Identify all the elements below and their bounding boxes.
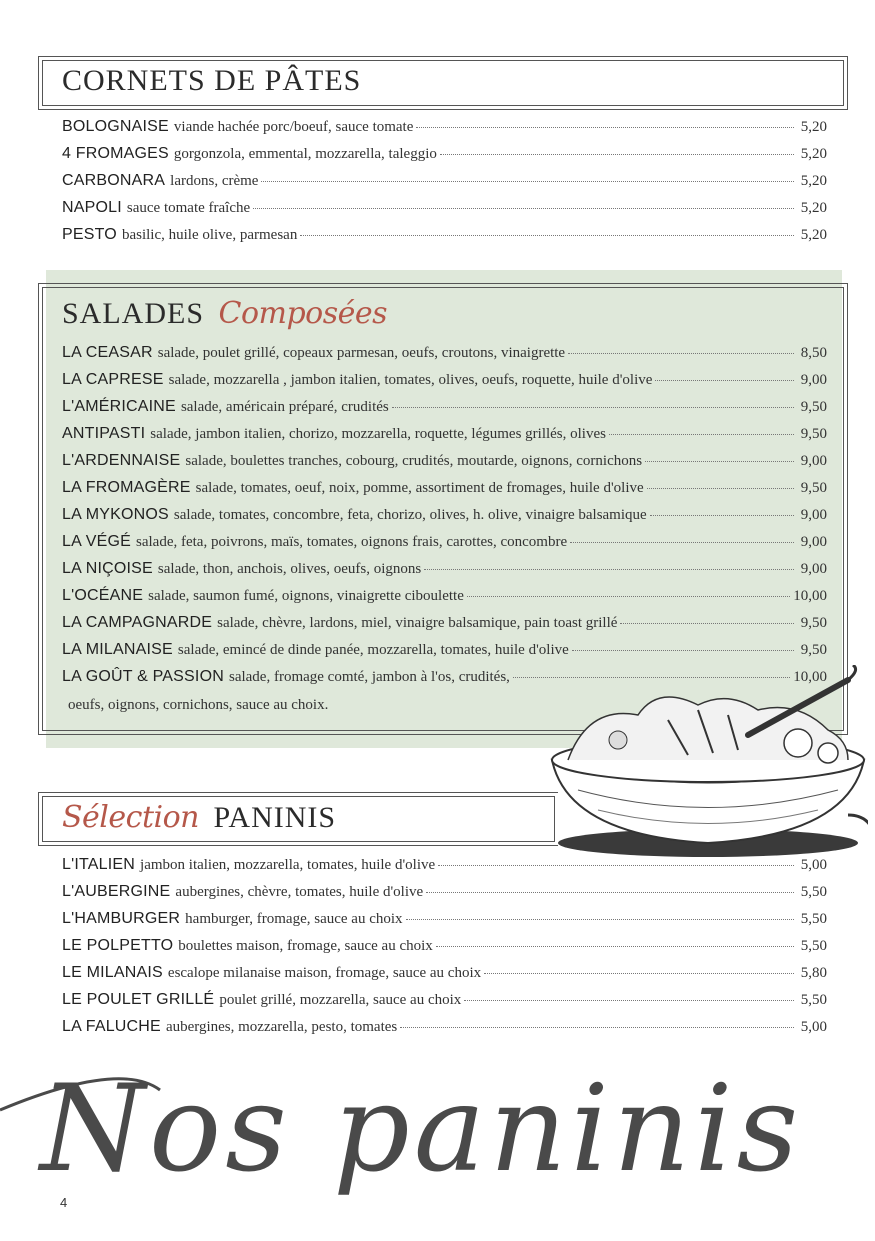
item-description: poulet grillé, mozzarella, sauce au choix xyxy=(219,992,462,1008)
item-name: LA CEASAR xyxy=(62,344,153,361)
dot-leader xyxy=(436,946,794,947)
item-name: LA GOÛT & PASSION xyxy=(62,668,224,685)
item-description: boulettes maison, fromage, sauce au choix xyxy=(178,938,433,954)
paninis-list xyxy=(62,856,827,1045)
dot-leader xyxy=(392,407,794,408)
item-price: 9,00 xyxy=(800,372,827,388)
dot-leader xyxy=(426,892,794,893)
menu-item xyxy=(62,991,827,1018)
item-name: L'OCÉANE xyxy=(62,587,144,604)
dot-leader xyxy=(406,919,794,920)
item-description: salade, poulet grillé, copeaux parmesan, oeufs, croutons, vinaigrette xyxy=(157,345,566,361)
menu-item xyxy=(62,344,827,371)
item-name: L'HAMBURGER xyxy=(62,910,181,927)
item-price: 5,00 xyxy=(800,857,827,873)
item-description: aubergines, mozzarella, pesto, tomates xyxy=(165,1019,398,1035)
item-name: LA MYKONOS xyxy=(62,506,169,523)
cornets-list xyxy=(62,118,827,253)
item-price: 5,50 xyxy=(800,938,827,954)
salades-title-script: Composées xyxy=(218,296,388,331)
item-price: 9,50 xyxy=(800,426,827,442)
item-name: LE MILANAIS xyxy=(62,964,163,981)
dot-leader xyxy=(253,208,794,209)
paninis-title xyxy=(62,800,336,835)
item-description: salade, jambon italien, chorizo, mozzarella, roquette, légumes grillés, olives xyxy=(150,426,606,442)
item-name: L'ITALIEN xyxy=(62,856,136,873)
dot-leader xyxy=(440,154,794,155)
cornets-title: CORNETS DE PÂTES xyxy=(62,64,362,97)
item-price: 5,80 xyxy=(800,965,827,981)
item-name: LA FROMAGÈRE xyxy=(62,479,191,496)
item-price: 5,20 xyxy=(800,173,827,189)
menu-item xyxy=(62,641,827,668)
item-price: 9,50 xyxy=(800,615,827,631)
menu-item xyxy=(62,560,827,587)
item-price: 5,20 xyxy=(800,227,827,243)
item-description: jambon italien, mozzarella, tomates, huile d'olive xyxy=(140,857,436,873)
item-price: 9,00 xyxy=(800,534,827,550)
item-price: 10,00 xyxy=(793,588,827,604)
paninis-title-script: Sélection xyxy=(62,800,199,835)
salades-continuation: oeufs, oignons, cornichons, sauce au choix. xyxy=(68,697,329,713)
nos-paninis-script xyxy=(0,1050,875,1200)
item-description: sauce tomate fraîche xyxy=(126,200,251,216)
dot-leader xyxy=(300,235,794,236)
dot-leader xyxy=(416,127,794,128)
item-description: salade, mozzarella , jambon italien, tomates, olives, oeufs, roquette, huile d'olive xyxy=(168,372,653,388)
item-name: LE POULET GRILLÉ xyxy=(62,991,215,1008)
item-price: 9,50 xyxy=(800,399,827,415)
item-description: salade, feta, poivrons, maïs, tomates, oignons frais, carottes, concombre xyxy=(136,534,568,550)
item-description: escalope milanaise maison, fromage, sauce au choix xyxy=(167,965,482,981)
dot-leader xyxy=(572,650,794,651)
item-description: lardons, crème xyxy=(170,173,259,189)
item-description: gorgonzola, emmental, mozzarella, taleggio xyxy=(173,146,437,162)
item-description: salade, tomates, oeuf, noix, pomme, assortiment de fromages, huile d'olive xyxy=(195,480,644,496)
dot-leader xyxy=(424,569,794,570)
menu-item xyxy=(62,199,827,226)
menu-item xyxy=(62,964,827,991)
item-price: 9,50 xyxy=(800,480,827,496)
item-description: salade, boulettes tranches, cobourg, crudités, moutarde, oignons, cornichons xyxy=(185,453,643,469)
dot-leader xyxy=(400,1027,794,1028)
menu-item xyxy=(62,425,827,452)
page-number: 4 xyxy=(60,1195,68,1210)
dot-leader xyxy=(620,623,794,624)
salades-title-text: SALADES xyxy=(62,297,205,330)
item-description: viande hachée porc/boeuf, sauce tomate xyxy=(173,119,414,135)
salad-bowl-illustration xyxy=(548,665,868,865)
item-description: salade, thon, anchois, olives, oeufs, oignons xyxy=(157,561,422,577)
item-name: LE POLPETTO xyxy=(62,937,174,954)
item-description: salade, fromage comté, jambon à l'os, crudités, xyxy=(228,669,510,685)
menu-item xyxy=(62,1018,827,1045)
menu-item xyxy=(62,479,827,506)
dot-leader xyxy=(647,488,794,489)
item-description: salade, tomates, concombre, feta, chorizo, olives, h. olive, vinaigre balsamique xyxy=(173,507,647,523)
item-price: 5,20 xyxy=(800,119,827,135)
menu-item xyxy=(62,614,827,641)
item-description: salade, américain préparé, crudités xyxy=(180,399,389,415)
menu-item xyxy=(62,506,827,533)
item-price: 5,20 xyxy=(800,200,827,216)
dot-leader xyxy=(570,542,794,543)
item-price: 5,50 xyxy=(800,911,827,927)
item-price: 10,00 xyxy=(793,669,827,685)
item-price: 5,50 xyxy=(800,884,827,900)
dot-leader xyxy=(655,380,794,381)
menu-item xyxy=(62,371,827,398)
item-name: CARBONARA xyxy=(62,172,166,189)
svg-text:Nos paninis: Nos paninis xyxy=(40,1060,803,1199)
dot-leader xyxy=(438,865,794,866)
item-price: 9,00 xyxy=(800,507,827,523)
menu-item xyxy=(62,118,827,145)
menu-item xyxy=(62,145,827,172)
item-name: LA CAMPAGNARDE xyxy=(62,614,213,631)
dot-leader xyxy=(609,434,794,435)
dot-leader xyxy=(261,181,794,182)
item-name: LA MILANAISE xyxy=(62,641,173,658)
item-name: LA VÉGÉ xyxy=(62,533,131,550)
menu-item xyxy=(62,587,827,614)
item-description: hamburger, fromage, sauce au choix xyxy=(185,911,403,927)
item-name: LA NIÇOISE xyxy=(62,560,153,577)
item-price: 9,00 xyxy=(800,453,827,469)
item-description: aubergines, chèvre, tomates, huile d'olive xyxy=(175,884,424,900)
menu-item xyxy=(62,172,827,199)
item-name: BOLOGNAISE xyxy=(62,118,169,135)
item-name: L'AUBERGINE xyxy=(62,883,171,900)
item-name: LA FALUCHE xyxy=(62,1018,161,1035)
menu-item xyxy=(62,910,827,937)
item-name: L'AMÉRICAINE xyxy=(62,398,176,415)
menu-item xyxy=(62,883,827,910)
menu-item xyxy=(62,452,827,479)
item-name: PESTO xyxy=(62,226,117,243)
item-name: L'ARDENNAISE xyxy=(62,452,181,469)
item-price: 5,00 xyxy=(800,1019,827,1035)
menu-item xyxy=(62,398,827,425)
item-price: 5,50 xyxy=(800,992,827,1008)
item-price: 5,20 xyxy=(800,146,827,162)
dot-leader xyxy=(650,515,794,516)
dot-leader xyxy=(645,461,794,462)
item-description: salade, saumon fumé, oignons, vinaigrette ciboulette xyxy=(148,588,464,604)
salades-title xyxy=(62,296,387,331)
dot-leader xyxy=(464,1000,794,1001)
dot-leader xyxy=(484,973,794,974)
item-price: 9,00 xyxy=(800,561,827,577)
paninis-title-text: PANINIS xyxy=(213,801,337,834)
dot-leader xyxy=(467,596,790,597)
dot-leader xyxy=(568,353,794,354)
item-name: 4 FROMAGES xyxy=(62,145,169,162)
item-name: LA CAPRESE xyxy=(62,371,164,388)
menu-item xyxy=(62,533,827,560)
item-description: salade, emincé de dinde panée, mozzarella, tomates, huile d'olive xyxy=(177,642,569,658)
menu-item xyxy=(62,937,827,964)
item-description: salade, chèvre, lardons, miel, vinaigre balsamique, pain toast grillé xyxy=(217,615,618,631)
item-name: NAPOLI xyxy=(62,199,122,216)
salades-list xyxy=(62,344,827,695)
item-price: 8,50 xyxy=(800,345,827,361)
item-name: ANTIPASTI xyxy=(62,425,146,442)
item-description: basilic, huile olive, parmesan xyxy=(121,227,298,243)
item-price: 9,50 xyxy=(800,642,827,658)
menu-item xyxy=(62,226,827,253)
